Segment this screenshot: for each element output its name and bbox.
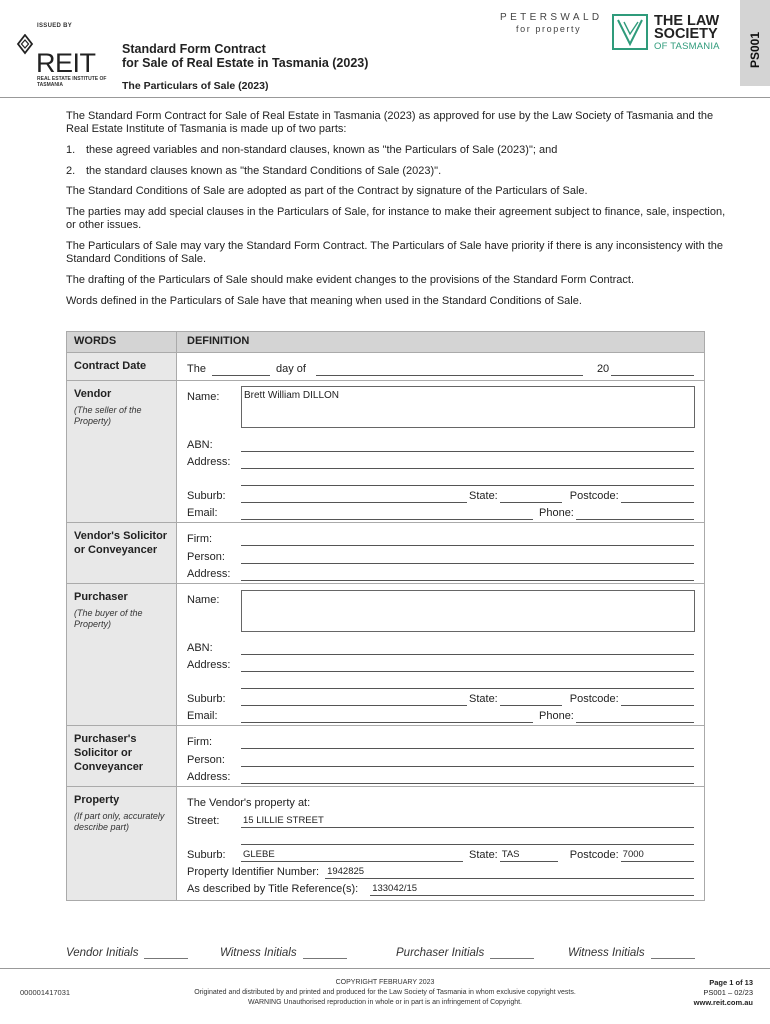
property-postcode-field[interactable]: 7000: [621, 849, 694, 862]
header-divider: [0, 97, 770, 98]
vendor-name-label: Name:: [187, 391, 220, 404]
contract-date-label: Contract Date: [74, 360, 147, 372]
property-title-label: As described by Title Reference(s):: [187, 883, 359, 896]
vendor-person-field[interactable]: [241, 551, 694, 564]
purchaser-phone-label: Phone:: [539, 710, 574, 723]
particulars-table: [66, 331, 705, 901]
purchaser-row: [67, 584, 704, 726]
intro-paragraph-3: The parties may add special clauses in the Particulars of Sale, for instance to make their agreement subject to finance, sale, inspection, or other issues.: [66, 206, 726, 232]
vendor-firm-field[interactable]: [241, 533, 694, 546]
purchaser-phone-field[interactable]: [576, 710, 694, 723]
intro-paragraph-2: The Standard Conditions of Sale are adopted as part of the Contract by signature of the Particulars of Sale.: [66, 185, 588, 198]
list-text: these agreed variables and non-standard clauses, known as "the Particulars of Sale (2023)"; and: [86, 143, 558, 156]
purchaser-suburb-field[interactable]: [241, 693, 467, 706]
year-prefix-label: 20: [596, 363, 610, 376]
purchaser-email-label: Email:: [187, 710, 218, 723]
vendor-state-label: State:: [469, 490, 498, 503]
list-number: 1.: [66, 143, 76, 156]
vendor-state-field[interactable]: [500, 490, 562, 503]
vendor-email-field[interactable]: [241, 507, 533, 520]
contract-year-field[interactable]: [611, 363, 694, 376]
vendor-postcode-field[interactable]: [621, 490, 694, 503]
property-street-field[interactable]: 15 LILLIE STREET: [241, 815, 694, 828]
intro-paragraph-1: The Standard Form Contract for Sale of Real Estate in Tasmania (2023) as approved for use by the Law Society of Tasmania and the Real Estate Institute of Tasmania is made up of two parts:: [66, 110, 714, 136]
document-subtitle: The Particulars of Sale (2023): [122, 80, 269, 92]
purchaser-initials-label: Purchaser Initials: [396, 947, 485, 959]
vendor-solicitor-address-label: Address:: [187, 567, 231, 580]
vendor-abn-label: ABN:: [187, 438, 213, 451]
purchaser-name-input[interactable]: [241, 590, 695, 632]
property-pin-label: Property Identifier Number:: [187, 866, 320, 879]
intro-list-item-2: [66, 165, 726, 178]
law-society-logo: [612, 14, 734, 54]
property-suburb-label: Suburb:: [187, 848, 226, 861]
list-number: 2.: [66, 164, 76, 177]
issued-by-label: ISSUED BY: [37, 23, 73, 29]
vendor-solicitor-row: [67, 523, 704, 584]
vendor-name-input[interactable]: Brett William DILLON: [241, 386, 695, 428]
purchaser-person-field[interactable]: [241, 754, 694, 767]
table-header-row: [67, 332, 704, 353]
peterswald-logo-subtext: for property: [516, 24, 582, 34]
vendor-suburb-field[interactable]: [241, 490, 467, 503]
property-state-label: State:: [469, 848, 498, 861]
purchaser-suburb-label: Suburb:: [187, 693, 226, 706]
witness1-initials-field[interactable]: [303, 947, 347, 959]
vendor-postcode-label: Postcode:: [569, 490, 619, 503]
day-of-label: day of: [275, 363, 306, 376]
vendor-person-label: Person:: [187, 550, 225, 563]
copyright-line3: WARNING Unauthorised reproduction in whole or in part is an infringement of Copyright.: [247, 999, 523, 1006]
purchaser-address-label: Address:: [187, 658, 231, 671]
vendor-initials-field[interactable]: [144, 947, 188, 959]
vendor-solicitor-address-field[interactable]: [241, 568, 694, 581]
peterswald-logo: [500, 12, 606, 40]
contract-month-field[interactable]: [316, 363, 583, 376]
purchaser-initials-field[interactable]: [490, 947, 534, 959]
purchaser-solicitor-row: [67, 726, 704, 787]
vendor-solicitor-label: Vendor's Solicitor or Conveyancer: [74, 530, 168, 556]
intro-text: [66, 110, 726, 315]
page-info: [650, 978, 753, 1008]
intro-list-item-1: [66, 144, 726, 157]
property-row: [67, 787, 704, 900]
peterswald-logo-text: PETERSWALD: [500, 12, 603, 23]
document-title-line1: Standard Form Contract: [122, 42, 266, 56]
property-street-line2[interactable]: [241, 832, 694, 845]
intro-paragraph-5: The drafting of the Particulars of Sale should make evident changes to the provisions of the Standard Form Contract.: [66, 273, 635, 286]
vendor-address-line2[interactable]: [241, 473, 694, 486]
property-label: Property: [74, 794, 120, 806]
copyright-notice: [160, 978, 610, 1008]
purchaser-person-label: Person:: [187, 753, 225, 766]
law-society-text-line2: SOCIETY: [654, 26, 718, 42]
definition-header: DEFINITION: [177, 332, 704, 352]
initials-bar: [66, 947, 716, 959]
purchaser-email-field[interactable]: [241, 710, 533, 723]
vendor-phone-field[interactable]: [576, 507, 694, 520]
property-postcode-label: Postcode:: [569, 848, 619, 861]
purchaser-state-label: State:: [469, 693, 498, 706]
law-society-text-line1: THE LAW: [654, 13, 720, 29]
page-number: Page 1 of 13: [709, 978, 753, 987]
copyright-line1: COPYRIGHT FEBRUARY 2023: [335, 979, 435, 986]
document-title-line2: for Sale of Real Estate in Tasmania (2023): [122, 56, 369, 70]
vendor-suburb-label: Suburb:: [187, 490, 226, 503]
the-label: The: [187, 363, 206, 376]
property-note: (If part only, accurately describe part): [74, 811, 165, 832]
reit-logo-subtext: REAL ESTATE INSTITUTE OF TASMANIA: [37, 76, 107, 88]
property-state-field[interactable]: TAS: [500, 849, 558, 862]
vendor-label: Vendor: [74, 388, 112, 400]
reit-logo-text: REIT: [36, 48, 96, 78]
purchaser-state-field[interactable]: [500, 693, 562, 706]
purchaser-abn-label: ABN:: [187, 641, 213, 654]
vendor-abn-field[interactable]: [241, 439, 694, 452]
witness2-initials-label: Witness Initials: [568, 947, 645, 959]
words-header: WORDS: [67, 332, 177, 352]
copyright-line2: Originated and distributed by and printed and produced for the Law Society of Tasmania in whom exclusive copyright vests.: [194, 989, 576, 996]
vendor-firm-label: Firm:: [187, 533, 213, 546]
vendor-initials-label: Vendor Initials: [66, 947, 139, 959]
form-code: PS001: [748, 31, 762, 68]
purchaser-solicitor-address-field[interactable]: [241, 771, 694, 784]
property-intro: The Vendor's property at:: [187, 797, 311, 810]
purchaser-address-field[interactable]: [241, 659, 694, 672]
property-street-label: Street:: [187, 814, 220, 827]
vendor-address-field[interactable]: [241, 456, 694, 469]
vendor-phone-label: Phone:: [539, 507, 574, 520]
purchaser-solicitor-address-label: Address:: [187, 770, 231, 783]
property-pin-field[interactable]: 1942825: [325, 866, 694, 879]
property-title-field[interactable]: 133042/15: [370, 883, 694, 896]
contract-date-row: [67, 353, 704, 381]
footer-divider: [0, 968, 770, 969]
form-version: PS001 – 02/23: [703, 988, 753, 997]
purchaser-label: Purchaser: [74, 591, 128, 603]
purchaser-postcode-field[interactable]: [621, 693, 694, 706]
purchaser-firm-field[interactable]: [241, 736, 694, 749]
document-id: 000001417031: [20, 988, 71, 997]
law-society-text-line3: OF TASMANIA: [654, 41, 720, 52]
contract-day-field[interactable]: [212, 363, 270, 376]
law-society-mark-icon: [612, 14, 648, 50]
vendor-row: [67, 381, 704, 523]
vendor-address-label: Address:: [187, 455, 231, 468]
purchaser-postcode-label: Postcode:: [569, 693, 619, 706]
reit-logo: [10, 34, 107, 90]
list-text: the standard clauses known as "the Standard Conditions of Sale (2023)".: [86, 164, 442, 177]
purchaser-solicitor-label: Purchaser's Solicitor or Conveyancer: [74, 733, 144, 773]
intro-paragraph-6: Words defined in the Particulars of Sale have that meaning when used in the Standard Conditions of Sale.: [66, 294, 582, 307]
purchaser-firm-label: Firm:: [187, 736, 213, 749]
title-block: [122, 42, 368, 92]
purchaser-address-line2[interactable]: [241, 676, 694, 689]
vendor-note: (The seller of the Property): [74, 405, 142, 426]
witness1-initials-label: Witness Initials: [220, 947, 297, 959]
intro-paragraph-4: The Particulars of Sale may vary the Standard Form Contract. The Particulars of Sale have priority if there is any inconsistency with the Standard Conditions of Sale.: [66, 239, 724, 266]
reit-url[interactable]: www.reit.com.au: [693, 998, 753, 1007]
purchaser-abn-field[interactable]: [241, 642, 694, 655]
witness2-initials-field[interactable]: [651, 947, 695, 959]
property-suburb-field[interactable]: GLEBE: [241, 849, 463, 862]
purchaser-note: (The buyer of the Property): [74, 608, 143, 629]
purchaser-name-label: Name:: [187, 594, 220, 607]
vendor-email-label: Email:: [187, 507, 218, 520]
